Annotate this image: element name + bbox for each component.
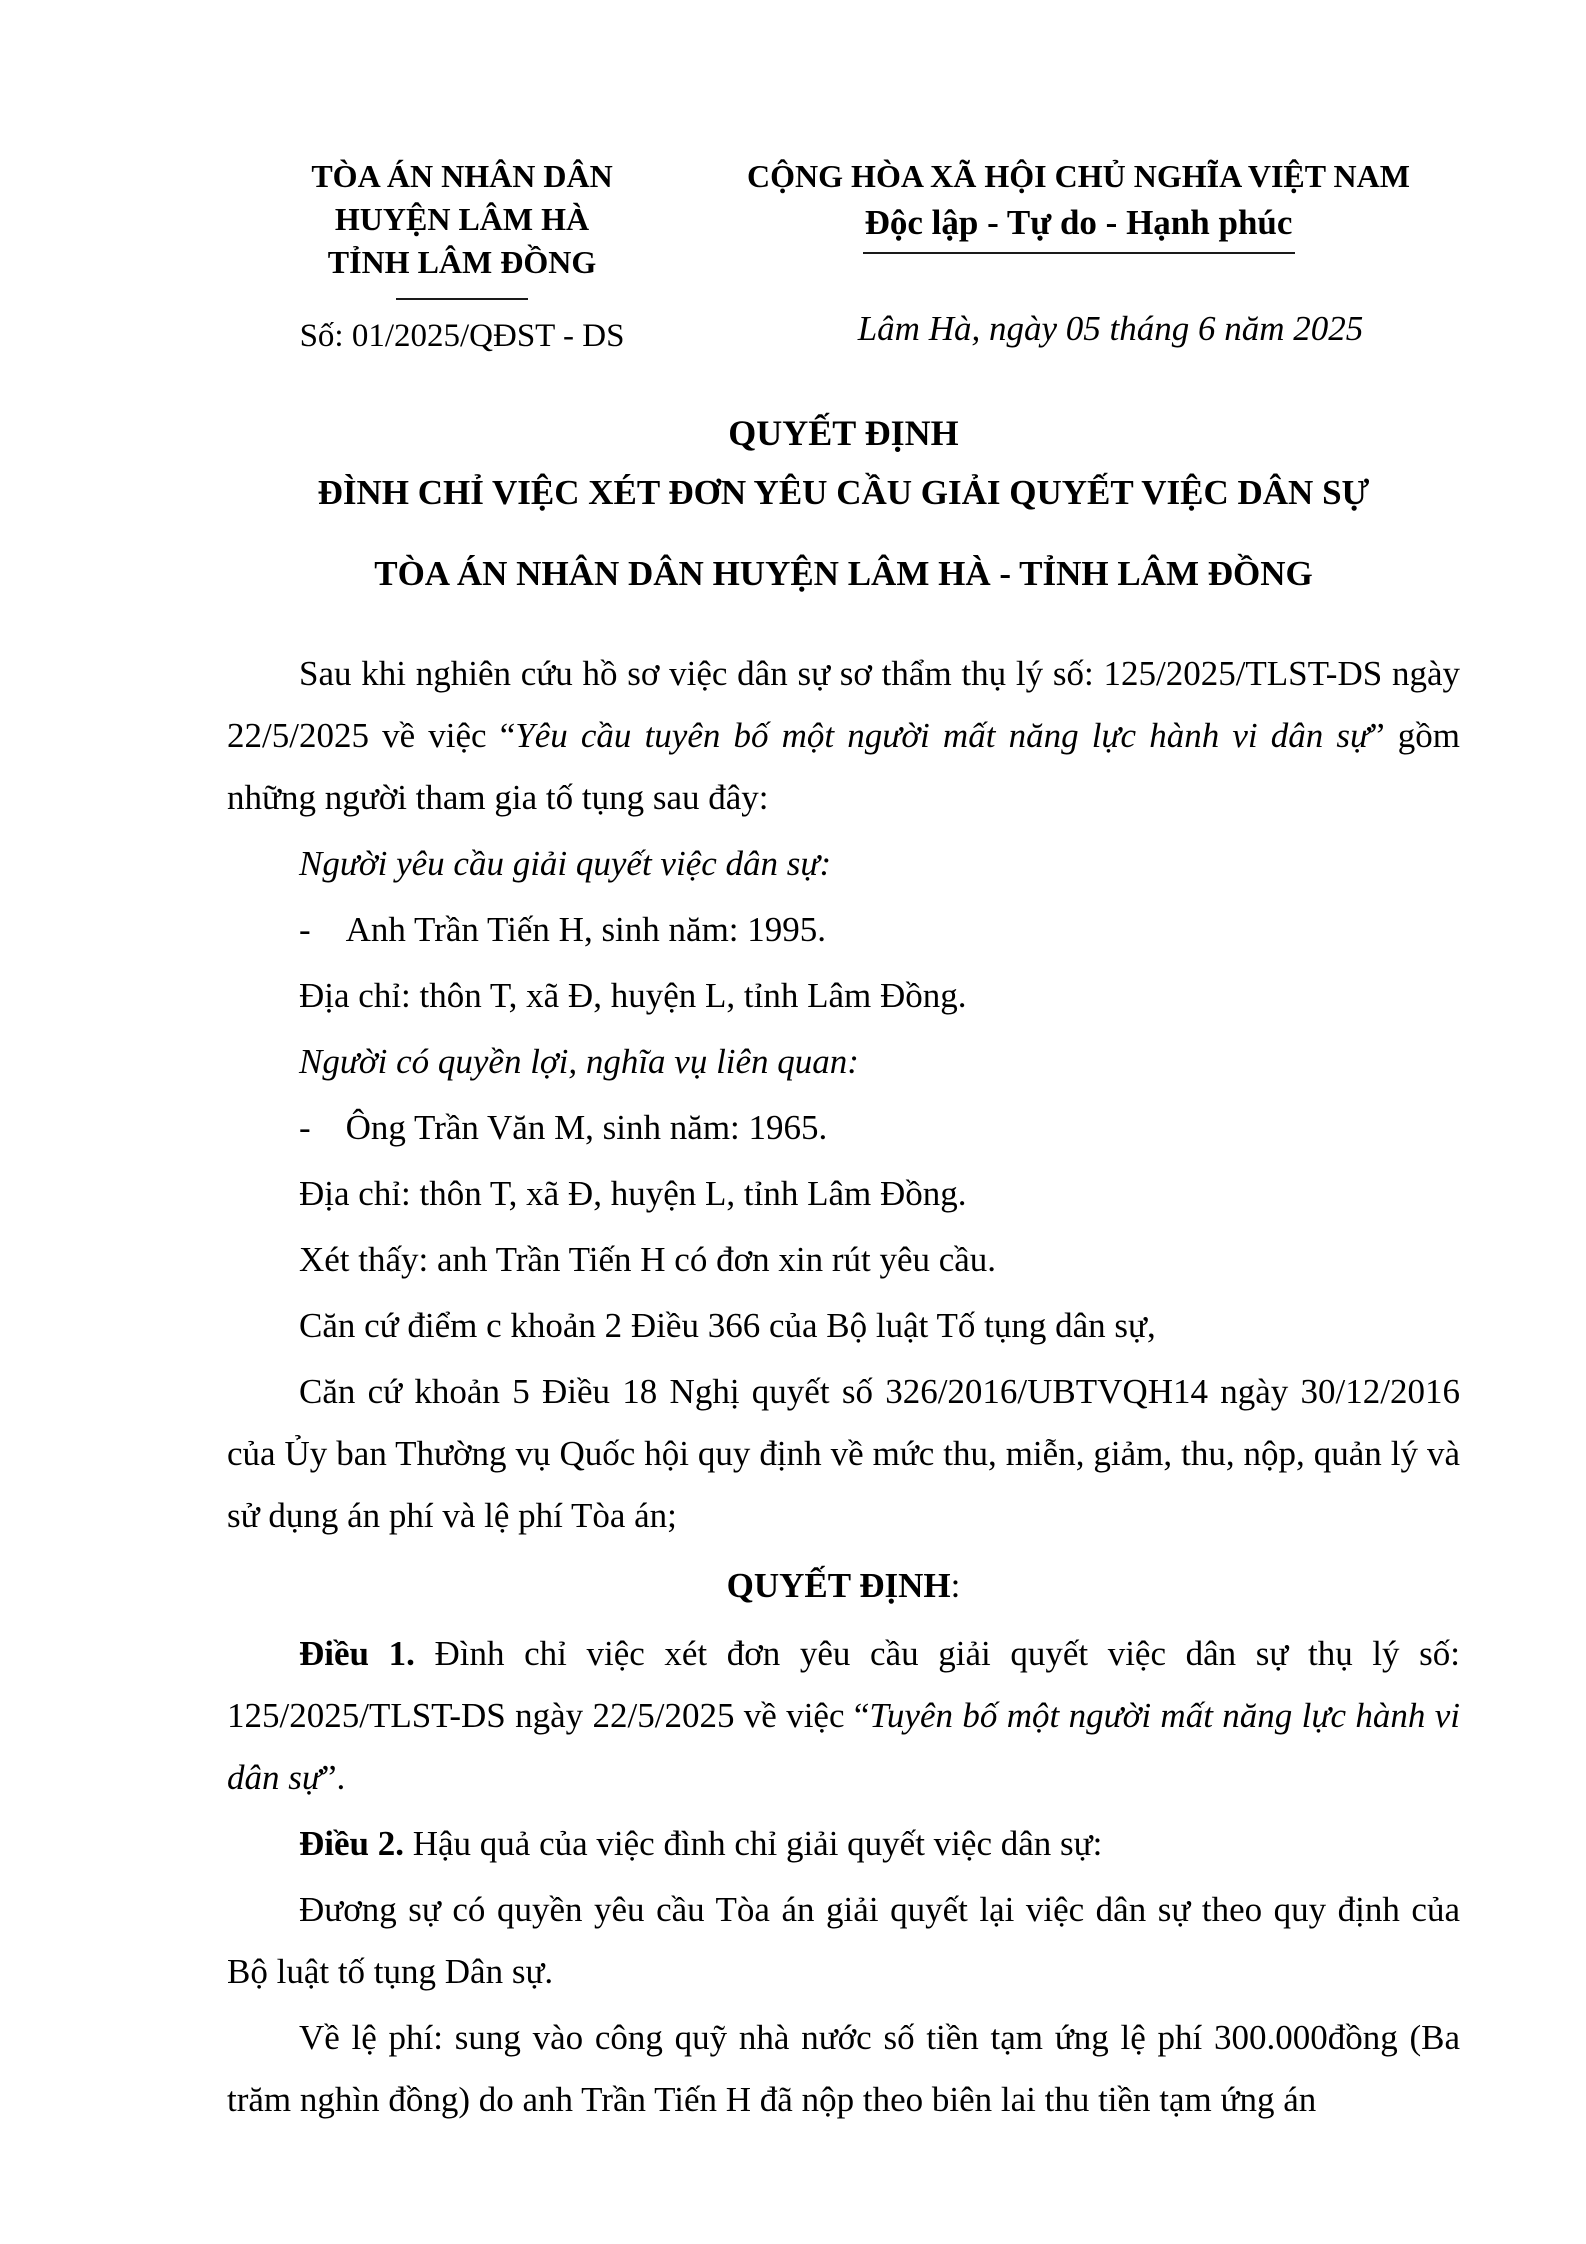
text-run: QUYẾT ĐỊNH xyxy=(726,1566,951,1605)
court-name-line-2: HUYỆN LÂM HÀ xyxy=(334,201,590,237)
paragraph xyxy=(227,1097,1460,1159)
text-run: - Anh Trần Tiến H, sinh năm: 1995. xyxy=(299,910,827,949)
text-run: Căn cứ khoản 5 Điều 18 Nghị quyết số 326/2016/UBTVQH14 ngày 30/12/2016 của Ủy ban Thường vụ Quốc hội quy định về mức thu, miễn, giảm, thu, nộp, quản lý và sử dụng án phí và lệ phí Tòa án; xyxy=(227,1372,1460,1535)
text-run: Điều 1. xyxy=(299,1634,415,1673)
paragraph xyxy=(227,899,1460,961)
document-body xyxy=(227,643,1460,2131)
document-header xyxy=(227,155,1460,358)
paragraph xyxy=(227,1879,1460,2003)
date-place-line: Lâm Hà, ngày 05 tháng 6 năm 2025 xyxy=(857,309,1364,348)
paragraph xyxy=(227,965,1460,1027)
paragraph xyxy=(227,1229,1460,1291)
text-run: - Ông Trần Văn M, sinh năm: 1965. xyxy=(299,1108,828,1147)
court-name-line-3: TỈNH LÂM ĐỒNG xyxy=(327,244,597,280)
text-run: Xét thấy: anh Trần Tiến H có đơn xin rút yêu cầu. xyxy=(299,1240,997,1279)
text-run: Đương sự có quyền yêu cầu Tòa án giải quyết lại việc dân sự theo quy định của Bộ luật tố tụng Dân sự. xyxy=(227,1890,1460,1991)
paragraph xyxy=(227,1361,1460,1547)
text-run: Địa chỉ: thôn T, xã Đ, huyện L, tỉnh Lâm Đồng. xyxy=(299,1174,967,1213)
text-run: Sau khi nghiên cứu hồ sơ việc dân sự sơ thẩm thụ lý số: 125/2025/TLST-DS ngày 22/5/2025 về việc “ xyxy=(227,654,1460,755)
text-run: Hậu quả của việc đình chỉ giải quyết việc dân sự: xyxy=(404,1824,1103,1863)
paragraph xyxy=(227,1163,1460,1225)
decision-court-line: TÒA ÁN NHÂN DÂN HUYỆN LÂM HÀ - TỈNH LÂM ĐỒNG xyxy=(374,554,1313,593)
text-run: : xyxy=(950,1566,961,1605)
decision-title: QUYẾT ĐỊNH xyxy=(728,413,959,453)
paragraph xyxy=(227,1623,1460,1809)
text-run: ”. xyxy=(320,1758,346,1797)
paragraph xyxy=(227,1813,1460,1875)
text-run: Đình chỉ việc xét đơn yêu cầu giải quyết việc dân sự thụ lý số: 125/2025/TLST-DS ngày 22/5/2025 về việc “ xyxy=(227,1634,1460,1735)
issuing-authority-block xyxy=(227,155,697,358)
text-run: Điều 2. xyxy=(299,1824,404,1863)
text-run: Người yêu cầu giải quyết việc dân sự: xyxy=(299,844,832,883)
paragraph xyxy=(227,1295,1460,1357)
paragraph xyxy=(227,643,1460,829)
text-run: Tuyên bố một người mất năng lực hành vi dân sự xyxy=(227,1696,1460,1797)
text-run: Địa chỉ: thôn T, xã Đ, huyện L, tỉnh Lâm Đồng. xyxy=(299,976,967,1015)
motto-underline xyxy=(863,252,1295,254)
header-left-rule xyxy=(396,298,528,300)
national-name: CỘNG HÒA XÃ HỘI CHỦ NGHĨA VIỆT NAM xyxy=(747,158,1410,194)
paragraph xyxy=(227,2007,1460,2131)
national-header-block xyxy=(697,155,1460,352)
document-number: Số: 01/2025/QĐST - DS xyxy=(299,318,625,354)
text-run: Người có quyền lợi, nghĩa vụ liên quan: xyxy=(299,1042,859,1081)
text-run: Về lệ phí: sung vào công quỹ nhà nước số tiền tạm ứng lệ phí 300.000đồng (Ba trăm nghìn đồng) do anh Trần Tiến H đã nộp theo biên lai thu tiền tạm ứng án xyxy=(227,2018,1460,2119)
paragraph xyxy=(227,1031,1460,1093)
paragraph xyxy=(227,833,1460,895)
text-run: Căn cứ điểm c khoản 2 Điều 366 của Bộ luật Tố tụng dân sự, xyxy=(299,1306,1156,1345)
text-run: Yêu cầu tuyên bố một người mất năng lực hành vi dân sự xyxy=(515,716,1370,755)
national-motto: Độc lập - Tự do - Hạnh phúc xyxy=(864,203,1293,242)
text-run: ” gồm những người tham gia tố tụng sau đây: xyxy=(227,716,1461,817)
court-name-line-1: TÒA ÁN NHÂN DÂN xyxy=(311,158,613,194)
section-heading xyxy=(227,1555,1460,1617)
title-block xyxy=(227,410,1460,597)
decision-subtitle: ĐÌNH CHỈ VIỆC XÉT ĐƠN YÊU CẦU GIẢI QUYẾT VIỆC DÂN SỰ xyxy=(317,473,1370,512)
